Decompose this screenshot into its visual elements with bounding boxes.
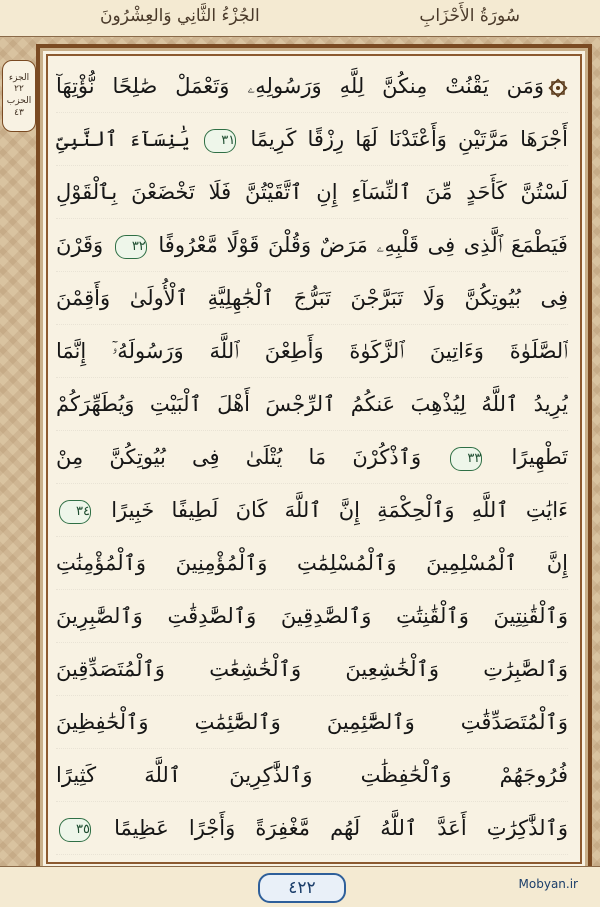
text-line-5 (56, 272, 568, 325)
line-text: ٱلصَّلَوٰةَ وَءَاتِينَ ٱلزَّكَوٰةَ وَأَطِعْنَ ٱللَّهَ وَرَسُولَهُۥٓ إِنَّمَا (56, 339, 568, 363)
text-block (56, 60, 568, 840)
ayah-marker-32: ٣٢ (115, 235, 147, 259)
text-line-1 (56, 60, 568, 113)
line-text: يُرِيدُ ٱللَّهُ لِيُذْهِبَ عَنكُمُ ٱلرِّجْسَ أَهْلَ ٱلْبَيْتِ وَيُطَهِّرَكُمْ (56, 392, 568, 416)
text-line-9 (56, 484, 568, 537)
line-text: أَجْرَهَا مَرَّتَيْنِ وَأَعْتَدْنَا لَهَا رِزْقًا كَرِيمًا (250, 127, 568, 151)
watermark: Mobyan.ir (518, 877, 578, 891)
text-line-14 (56, 749, 568, 802)
ayah-marker-35: ٣٥ (59, 818, 91, 842)
text-line-15 (56, 802, 568, 855)
line-text: تَطْهِيرًا (511, 445, 568, 469)
text-line-11 (56, 590, 568, 643)
line-text: فِى بُيُوتِكُنَّ وَلَا تَبَرَّجْنَ تَبَرُّجَ ٱلْجَٰهِلِيَّةِ ٱلْأُولَىٰ وَأَقِمْنَ (56, 286, 568, 310)
text-line-7 (56, 378, 568, 431)
line-text: وَٱلصَّٰبِرَٰتِ وَٱلْخَٰشِعِينَ وَٱلْخَٰشِعَٰتِ وَٱلْمُتَصَدِّقِينَ (56, 657, 568, 681)
line-text: فُرُوجَهُمْ وَٱلْحَٰفِظَٰتِ وَٱلذَّٰكِرِينَ ٱللَّهَ كَثِيرًا (56, 763, 568, 787)
line-text: فَيَطْمَعَ ٱلَّذِى فِى قَلْبِهِۦ مَرَضٌ وَقُلْنَ قَوْلًا مَّعْرُوفًا (158, 233, 568, 257)
line-text: وَقَرْنَ (56, 233, 104, 257)
text-line-10 (56, 537, 568, 590)
line-text: إِنَّ ٱلْمُسْلِمِينَ وَٱلْمُسْلِمَٰتِ وَٱلْمُؤْمِنِينَ وَٱلْمُؤْمِنَٰتِ (56, 551, 568, 575)
page-number-badge: ٤٢٢ (258, 873, 346, 903)
line-text: وَٱلْقَٰنِتِينَ وَٱلْقَٰنِتَٰتِ وَٱلصَّٰدِقِينَ وَٱلصَّٰدِقَٰتِ وَٱلصَّٰبِرِينَ (56, 604, 568, 628)
text-line-12 (56, 643, 568, 696)
line-text: ءَايَٰتِ ٱللَّهِ وَٱلْحِكْمَةِ إِنَّ ٱللَّهَ كَانَ لَطِيفًا خَبِيرًا (111, 498, 568, 522)
line-text: وَمَن يَقْنُتْ مِنكُنَّ لِلَّهِ وَرَسُولِهِۦ وَتَعْمَلْ صَٰلِحًا نُّؤْتِهَآ (56, 74, 544, 98)
ayah-marker-34: ٣٤ (59, 500, 91, 524)
line-text: لَسْتُنَّ كَأَحَدٍ مِّنَ ٱلنِّسَآءِ إِنِ ٱتَّقَيْتُنَّ فَلَا تَخْضَعْنَ بِٱلْقَوْلِ (56, 180, 568, 204)
page-footer (0, 866, 600, 907)
juz-label: الجزء ٢٢ (8, 72, 30, 95)
juz-hizb-marker (2, 60, 36, 132)
ayah-marker-31: ٣١ (204, 129, 236, 153)
text-line-2 (56, 113, 568, 166)
text-line-13 (56, 696, 568, 749)
juz-name: الجُزْءُ الثَّانِي وَالعِشْرُونَ (100, 6, 260, 26)
ayah-marker-33: ٣٣ (450, 447, 482, 471)
line-text: وَٱلذَّٰكِرَٰتِ أَعَدَّ ٱللَّهُ لَهُم مَّغْفِرَةً وَأَجْرًا عَظِيمًا (114, 816, 568, 840)
line-text: يَٰنِسَآءَ ٱلنَّبِىِّ (56, 127, 191, 151)
text-line-3 (56, 166, 568, 219)
page-header (0, 0, 600, 37)
text-line-6 (56, 325, 568, 378)
text-line-8 (56, 431, 568, 484)
line-text: وَٱلْمُتَصَدِّقَٰتِ وَٱلصَّٰٓئِمِينَ وَٱلصَّٰٓئِمَٰتِ وَٱلْحَٰفِظِينَ (56, 710, 568, 734)
surah-name: سُورَةُ الأَحْزَابِ (419, 6, 520, 26)
text-line-4 (56, 219, 568, 272)
line-text: وَٱذْكُرْنَ مَا يُتْلَىٰ فِى بُيُوتِكُنَّ مِنْ (56, 445, 422, 469)
rub-el-hizb-icon (548, 78, 568, 98)
hizb-label: الحزب ٤٣ (6, 96, 32, 118)
